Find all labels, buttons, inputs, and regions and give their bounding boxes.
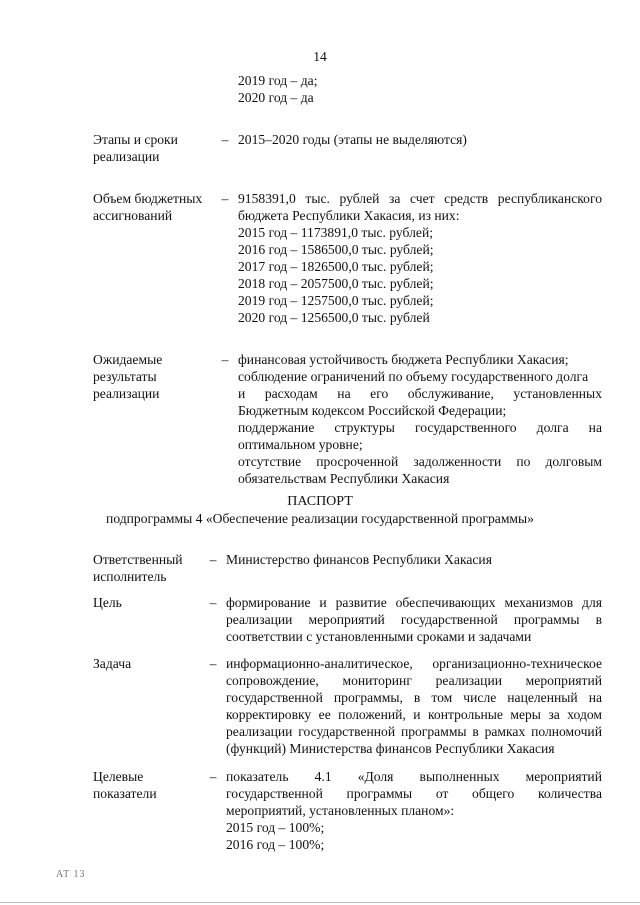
- task-line: реализации государственной программы в рамках полномочий: [226, 724, 602, 739]
- task-line: (функций) Министерства финансов Республики Хакасия: [226, 741, 555, 756]
- budget-line-2020: 2020 год – 1256500,0 тыс. рублей: [238, 310, 430, 325]
- targets-label-2: показатели: [93, 786, 157, 801]
- goal-line: реализации мероприятий государственной программы в: [226, 612, 602, 627]
- stages-label: Этапы и сроки: [93, 132, 178, 147]
- stages-dash: –: [221, 132, 229, 147]
- targets-label: Целевые: [93, 769, 144, 784]
- executor-label: Ответственный: [93, 552, 183, 567]
- budget-line-2017: 2017 год – 1826500,0 тыс. рублей;: [238, 259, 434, 274]
- executor-text: Министерство финансов Республики Хакасия: [226, 552, 492, 567]
- results-label-2: результаты: [93, 369, 157, 384]
- passport-title: ПАСПОРТ: [287, 494, 353, 509]
- goal-label: Цель: [93, 595, 122, 610]
- footer-mark: AT 13: [56, 869, 86, 880]
- budget-label: Объем бюджетных: [93, 191, 203, 206]
- task-dash: –: [209, 656, 217, 671]
- goal-line: соответствии с установленными сроками и задачами: [226, 629, 532, 644]
- executor-dash: –: [209, 552, 217, 567]
- budget-line-2016: 2016 год – 1586500,0 тыс. рублей;: [238, 242, 434, 257]
- budget-dash: –: [221, 191, 229, 206]
- task-line: сопровождение, мониторинг реализации мероприятий: [226, 673, 602, 688]
- targets-line: мероприятий, установленных планом»:: [226, 803, 455, 818]
- passport-subtitle: подпрограммы 4 «Обеспечение реализации государственной программы»: [106, 511, 534, 526]
- budget-line-2019: 2019 год – 1257500,0 тыс. рублей;: [238, 293, 434, 308]
- task-label: Задача: [93, 656, 132, 671]
- budget-line-2015: 2015 год – 1173891,0 тыс. рублей;: [238, 225, 433, 240]
- results-line: и расходам на его обслуживание, установленных: [238, 386, 602, 401]
- bottom-edge-rule: [0, 902, 640, 903]
- results-line: поддержание структуры государственного долга на: [238, 420, 602, 435]
- stages-label-2: реализации: [93, 149, 160, 164]
- budget-label-2: ассигнований: [93, 208, 173, 223]
- results-line: соблюдение ограничений по объему государственного долга: [238, 369, 589, 384]
- budget-line-2018: 2018 год – 2057500,0 тыс. рублей;: [238, 276, 434, 291]
- stages-text: 2015–2020 годы (этапы не выделяются): [238, 132, 467, 147]
- targets-line-2016: 2016 год – 100%;: [226, 837, 325, 852]
- results-label-3: реализации: [93, 386, 160, 401]
- executor-label-2: исполнитель: [93, 569, 167, 584]
- results-line: Бюджетным кодексом Российской Федерации;: [238, 403, 507, 418]
- results-line: финансовая устойчивость бюджета Республики Хакасия;: [238, 352, 569, 367]
- budget-line: бюджета Республики Хакасия, из них:: [238, 208, 460, 223]
- results-line: отсутствие просроченной задолженности по долговым: [238, 454, 602, 469]
- goal-line: формирование и развитие обеспечивающих механизмов для: [226, 595, 602, 610]
- results-label: Ожидаемые: [93, 352, 163, 367]
- results-line: оптимальном уровне;: [238, 437, 363, 452]
- top-line-2019: 2019 год – да;: [238, 73, 318, 88]
- targets-line: государственной программы от общего количества: [226, 786, 602, 801]
- budget-total: 9158391,0 тыс. рублей за счет средств республиканского: [238, 191, 602, 206]
- task-line: корректировку ее положений, и контрольные меры за ходом: [226, 707, 602, 722]
- task-line: государственной программы, в том числе нацеленный на: [226, 690, 602, 705]
- goal-dash: –: [209, 595, 217, 610]
- task-line: информационно-аналитическое, организационно-техническое: [226, 656, 602, 671]
- targets-line-2015: 2015 год – 100%;: [226, 820, 325, 835]
- targets-dash: –: [209, 769, 217, 784]
- targets-line: показатель 4.1 «Доля выполненных мероприятий: [226, 769, 602, 784]
- top-line-2020: 2020 год – да: [238, 90, 314, 105]
- page-number: 14: [313, 49, 327, 64]
- results-line: обязательствам Республики Хакасия: [238, 471, 450, 486]
- results-dash: –: [221, 352, 229, 367]
